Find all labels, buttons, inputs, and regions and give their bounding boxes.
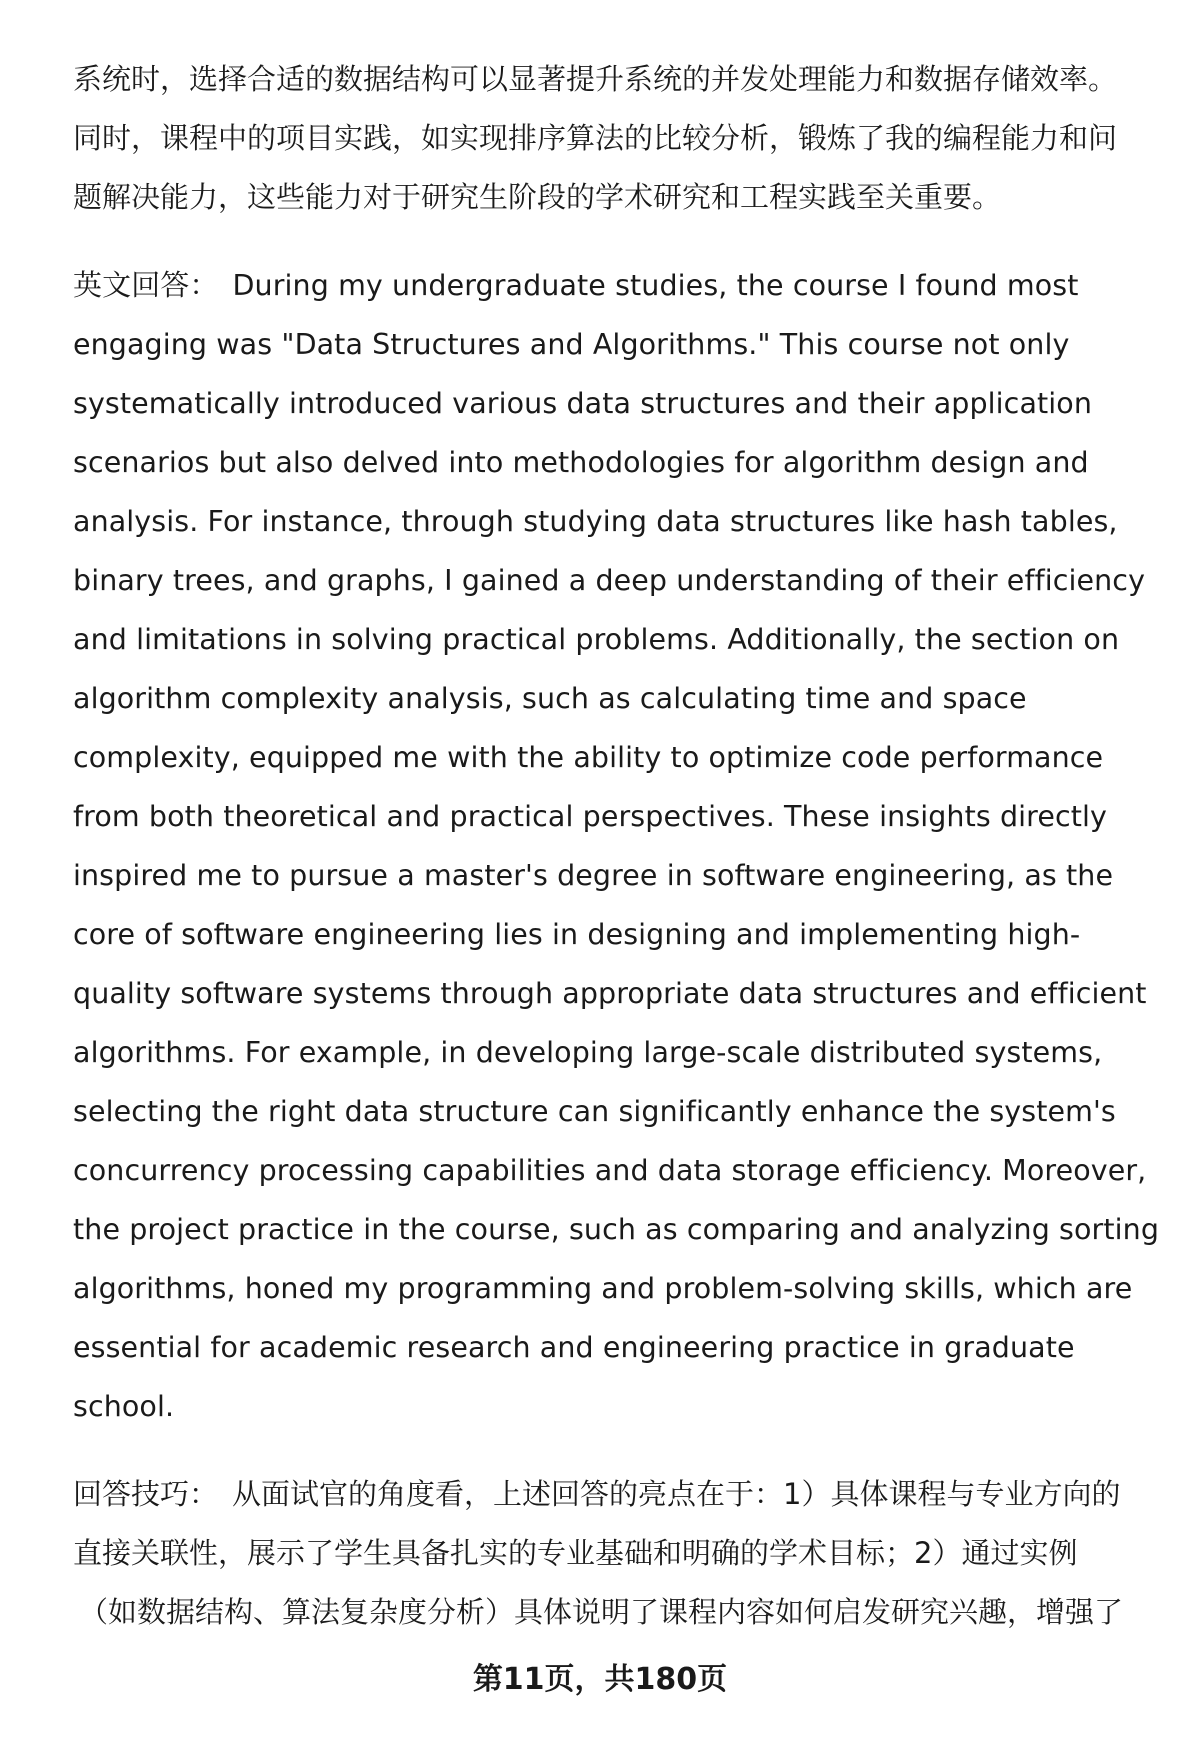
text-line: selecting the right data structure can significantly enhance the system's	[73, 1095, 1116, 1128]
answer-tips	[73, 1465, 1143, 1642]
text-line: algorithms, honed my programming and problem-solving skills, which are	[73, 1272, 1133, 1305]
answer-tips-label: 回答技巧：	[73, 1477, 219, 1511]
text-line: 直接关联性，展示了学生具备扎实的专业基础和明确的学术目标；2）通过实例	[73, 1536, 1078, 1570]
text-line: 同时，课程中的项目实践，如实现排序算法的比较分析，锻炼了我的编程能力和问	[73, 121, 1118, 155]
text-line: algorithm complexity analysis, such as calculating time and space	[73, 682, 1027, 715]
text-segment: During my undergraduate studies, the course I found most	[232, 269, 1079, 302]
chinese-answer-continuation	[73, 50, 1143, 227]
text-line: and limitations in solving practical problems. Additionally, the section on	[73, 623, 1120, 656]
text-line: complexity, equipped me with the ability to optimize code performance	[73, 741, 1104, 774]
text-segment: 从面试官的角度看，上述回答的亮点在于：1）具体课程与专业方向的	[232, 1477, 1121, 1511]
document-body	[73, 50, 1160, 1671]
text-line: inspired me to pursue a master's degree in software engineering, as the	[73, 859, 1114, 892]
text-line: engaging was "Data Structures and Algorithms." This course not only	[73, 328, 1070, 361]
text-line: quality software systems through appropriate data structures and efficient	[73, 977, 1147, 1010]
text-line: core of software engineering lies in designing and implementing high-	[73, 918, 1081, 951]
text-line: the project practice in the course, such as comparing and analyzing sorting	[73, 1213, 1160, 1246]
english-answer	[73, 256, 1160, 1436]
text-line: systematically introduced various data structures and their application	[73, 387, 1093, 420]
text-line: binary trees, and graphs, I gained a deep understanding of their efficiency	[73, 564, 1146, 597]
text-line: 题解决能力，这些能力对于研究生阶段的学术研究和工程实践至关重要。	[73, 180, 1002, 214]
text-line: school.	[73, 1390, 175, 1423]
text-line: 系统时，选择合适的数据结构可以显著提升系统的并发处理能力和数据存储效率。	[73, 62, 1118, 96]
text-line: algorithms. For example, in developing large-scale distributed systems,	[73, 1036, 1103, 1069]
text-line: analysis. For instance, through studying data structures like hash tables,	[73, 505, 1118, 538]
text-line	[73, 256, 1143, 315]
text-line: （如数据结构、算法复杂度分析）具体说明了课程内容如何启发研究兴趣，增强了	[79, 1595, 1124, 1629]
text-line: scenarios but also delved into methodologies for algorithm design and	[73, 446, 1089, 479]
page-number: 第11页，共180页	[472, 1662, 728, 1697]
text-line	[73, 1465, 1143, 1524]
english-answer-label: 英文回答：	[73, 268, 219, 302]
text-line: from both theoretical and practical perspectives. These insights directly	[73, 800, 1108, 833]
text-line: concurrency processing capabilities and data storage efficiency. Moreover,	[73, 1154, 1147, 1187]
text-line: essential for academic research and engineering practice in graduate	[73, 1331, 1075, 1364]
